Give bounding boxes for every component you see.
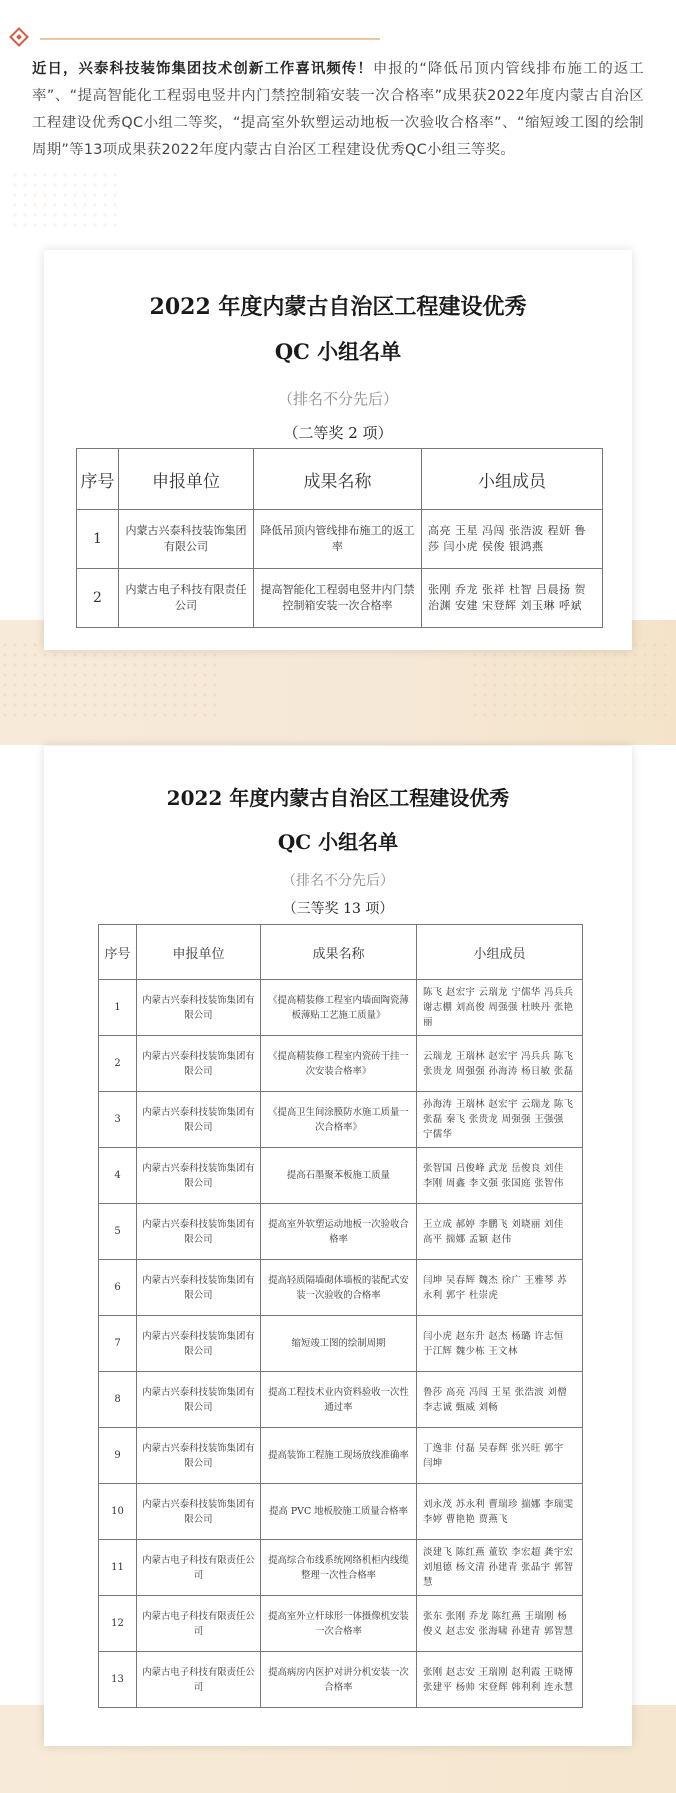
table-row: [99, 980, 583, 1036]
table-header-row: [77, 449, 603, 510]
row-no: 8: [99, 1372, 137, 1428]
row-unit: 内蒙古兴泰科技装饰集团有限公司: [137, 1092, 261, 1148]
row-name: 提高综合布线系统网络机柜内线缆整理一次性合格率: [261, 1540, 417, 1596]
award-card-second-prize: [44, 250, 632, 650]
decor-dots: [10, 170, 120, 230]
row-unit: 内蒙古兴泰科技装饰集团有限公司: [137, 1036, 261, 1092]
row-no: 2: [99, 1036, 137, 1092]
row-members: 王立成 郝婷 李鹏飞 刘晓丽 刘佳 高平 揣娜 孟颖 赵伟: [417, 1204, 583, 1260]
table-row: [99, 1148, 583, 1204]
table-row: [99, 1092, 583, 1148]
row-members: 淡建飞 陈红燕 董钦 李宏超 龚宇宏 刘旭德 杨文清 孙建青 张晶宇 郭智慧: [417, 1540, 583, 1596]
row-name: 《提高精装修工程室内瓷砖干挂一次安装合格率》: [261, 1036, 417, 1092]
row-name: 提高装饰工程施工现场放线准确率: [261, 1428, 417, 1484]
table-row: [99, 1428, 583, 1484]
award-table: [76, 448, 603, 628]
header-divider: [40, 38, 380, 40]
row-name: 《提高精装修工程室内墙面陶瓷薄板薄贴工艺施工质量》: [261, 980, 417, 1036]
card-award: （三等奖 13 项）: [282, 901, 394, 917]
table-row: [99, 1540, 583, 1596]
header-no: 序号: [99, 925, 137, 980]
table-row: [77, 569, 603, 628]
table-row: [99, 1372, 583, 1428]
row-members: 云瑞龙 王瑞林 赵宏宇 冯兵兵 陈飞 张贵龙 周强强 孙海涛 杨日敏 张磊: [417, 1036, 583, 1092]
intro-body: 申报的“降低吊顶内管线排布施工的返工率”、“提高智能化工程弱电竖井内门禁控制箱安装一次合格率”成果获2022年度内蒙古自治区工程建设优秀QC小组二等奖，“提高室外软塑运动地板一次验收合格率”、“缩短竣工图的绘制周期”等13项成果获2022年度内蒙古自治区工程建设优秀QC小组三等奖。: [32, 61, 644, 158]
diamond-icon: [9, 27, 29, 47]
row-members: 张刚 赵志安 王瑞刚 赵利霞 王晓博 张建平 杨帅 宋登辉 韩利利 连永慧: [417, 1652, 583, 1708]
row-members: 张刚 乔龙 张祥 杜智 吕晨扬 贺治渊 安建 宋登辉 刘玉琳 呼斌: [422, 569, 603, 628]
row-name: 提高工程技术业内资料验收一次性通过率: [261, 1372, 417, 1428]
row-no: 1: [99, 980, 137, 1036]
row-name: 提高轻质隔墙砌体墙板的装配式安装一次验收的合格率: [261, 1260, 417, 1316]
row-unit: 内蒙古电子科技有限责任公司: [137, 1540, 261, 1596]
row-members: 陈飞 赵宏宇 云瑞龙 宁儒华 冯兵兵 谢志棚 刘高俊 周强强 杜映丹 张艳丽: [417, 980, 583, 1036]
row-members: 张东 张刚 乔龙 陈红燕 王瑞刚 杨俊义 赵志安 张海啸 孙建青 郭智慧: [417, 1596, 583, 1652]
table-row: [99, 1652, 583, 1708]
row-no: 7: [99, 1316, 137, 1372]
row-name: 提高 PVC 地板胶施工质量合格率: [261, 1484, 417, 1540]
header-name: 成果名称: [261, 925, 417, 980]
table-header-row: [99, 925, 583, 980]
row-no: 5: [99, 1204, 137, 1260]
row-no: 9: [99, 1428, 137, 1484]
table-row: [99, 1316, 583, 1372]
row-name: 提高病房内医护对讲分机安装一次合格率: [261, 1652, 417, 1708]
header-members: 小组成员: [422, 449, 603, 510]
table-row: [77, 510, 603, 569]
card-subtitle: QC 小组名单: [277, 830, 399, 854]
row-unit: 内蒙古兴泰科技装饰集团有限公司: [137, 1428, 261, 1484]
card-award: （二等奖 2 项）: [283, 424, 393, 442]
award-table: [98, 924, 583, 1708]
row-unit: 内蒙古兴泰科技装饰集团有限公司: [137, 1316, 261, 1372]
row-name: 提高室外软塑运动地板一次验收合格率: [261, 1204, 417, 1260]
row-name: 降低吊顶内管线排布施工的返工率: [254, 510, 422, 569]
row-unit: 内蒙古兴泰科技装饰集团有限公司: [137, 1204, 261, 1260]
row-members: 高亮 王星 冯闯 张浩波 程妍 鲁莎 闫小虎 侯俊 银鸿燕: [422, 510, 603, 569]
row-no: 1: [77, 510, 119, 569]
row-no: 2: [77, 569, 119, 628]
row-unit: 内蒙古兴泰科技装饰集团有限公司: [137, 1260, 261, 1316]
row-name: 《提高卫生间涂膜防水施工质量一次合格率》: [261, 1092, 417, 1148]
card-note: （排名不分先后）: [277, 390, 398, 408]
row-members: 丁逸非 付磊 吴春辉 张兴旺 郭宇 闫坤: [417, 1428, 583, 1484]
row-unit: 内蒙古兴泰科技装饰集团有限公司: [137, 1484, 261, 1540]
row-name: 提高室外立杆球形一体摄像机安装一次合格率: [261, 1596, 417, 1652]
award-card-third-prize: [44, 746, 632, 1746]
decor-dots: [0, 640, 220, 720]
header-unit: 申报单位: [137, 925, 261, 980]
row-unit: 内蒙古兴泰科技装饰集团有限公司: [137, 1148, 261, 1204]
row-no: 6: [99, 1260, 137, 1316]
decor-dots: [470, 640, 670, 720]
header-no: 序号: [77, 449, 119, 510]
header-unit: 申报单位: [119, 449, 254, 510]
row-unit: 内蒙古兴泰科技装饰集团有限公司: [137, 980, 261, 1036]
card-note: （排名不分先后）: [282, 873, 394, 889]
card-title: 2022 年度内蒙古自治区工程建设优秀: [166, 786, 510, 810]
intro-lead: 近日，兴泰科技装饰集团技术创新工作喜讯频传！: [32, 61, 373, 77]
row-unit: 内蒙古电子科技有限责任公司: [137, 1596, 261, 1652]
row-no: 12: [99, 1596, 137, 1652]
row-name: 缩短竣工图的绘制周期: [261, 1316, 417, 1372]
row-members: 鲁莎 高亮 冯闯 王星 张浩波 刘僧 李志诚 甄威 刘畅: [417, 1372, 583, 1428]
row-members: 刘永茂 苏永利 曹瑞珍 揣娜 李瑞雯 李婷 曹艳艳 贾燕飞: [417, 1484, 583, 1540]
table-row: [99, 1204, 583, 1260]
table-row: [99, 1260, 583, 1316]
row-members: 闫小虎 赵东升 赵杰 杨璐 许志恒 于江辉 魏少栋 王文林: [417, 1316, 583, 1372]
table-row: [99, 1036, 583, 1092]
table-row: [99, 1596, 583, 1652]
header-name: 成果名称: [254, 449, 422, 510]
row-name: 提高石墨聚苯板施工质量: [261, 1148, 417, 1204]
row-unit: 内蒙古电子科技有限责任公司: [137, 1652, 261, 1708]
intro-paragraph: [32, 56, 644, 164]
row-no: 4: [99, 1148, 137, 1204]
card-title: 2022 年度内蒙古自治区工程建设优秀: [149, 294, 527, 320]
card-subtitle: QC 小组名单: [274, 339, 402, 364]
row-no: 10: [99, 1484, 137, 1540]
row-no: 3: [99, 1092, 137, 1148]
header-members: 小组成员: [417, 925, 583, 980]
row-members: 张智国 吕俊峰 武龙 岳俊良 刘佳 李刚 周鑫 李文强 张国庭 张智伟: [417, 1148, 583, 1204]
row-no: 13: [99, 1652, 137, 1708]
row-unit: 内蒙古电子科技有限责任公司: [119, 569, 254, 628]
row-no: 11: [99, 1540, 137, 1596]
row-members: 闫坤 吴春辉 魏杰 徐广 王雅琴 苏永利 郭宇 杜崇虎: [417, 1260, 583, 1316]
row-unit: 内蒙古兴泰科技装饰集团有限公司: [119, 510, 254, 569]
row-name: 提高智能化工程弱电竖井内门禁控制箱安装一次合格率: [254, 569, 422, 628]
table-row: [99, 1484, 583, 1540]
row-unit: 内蒙古兴泰科技装饰集团有限公司: [137, 1372, 261, 1428]
row-members: 孙海涛 王瑞林 赵宏宇 云瑞龙 陈飞 张磊 秦飞 张贵龙 周强强 王强强 宁儒华: [417, 1092, 583, 1148]
